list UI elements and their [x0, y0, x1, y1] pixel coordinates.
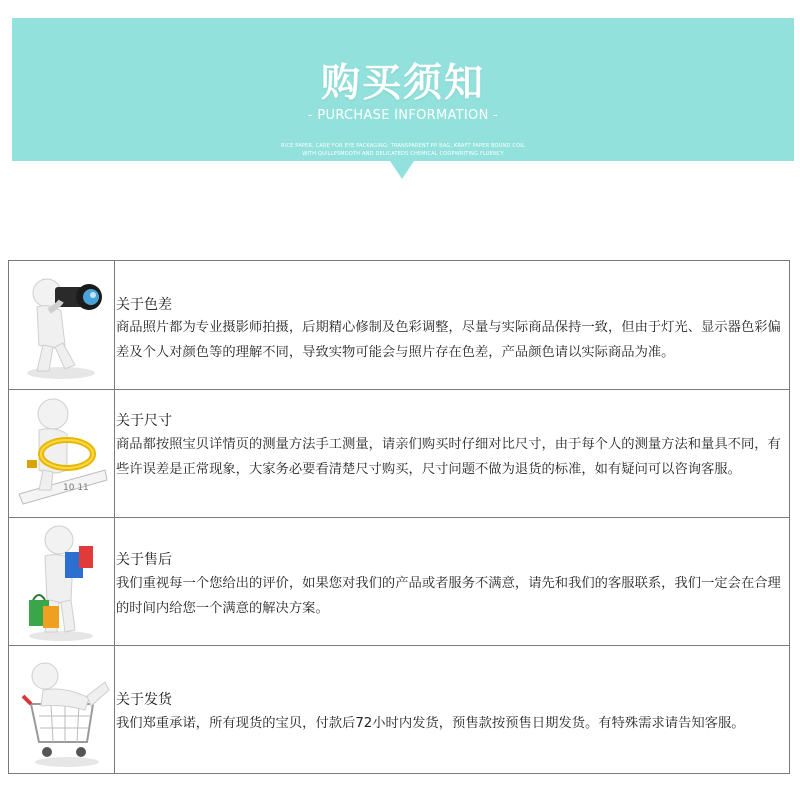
info-table: [8, 260, 790, 774]
info-row-color: [9, 261, 789, 390]
info-row-shipping: [9, 646, 789, 773]
info-row-after-sales: [9, 518, 789, 646]
banner-fine-print-2: WITH QUILLPSMOOTH AND DELICATEDS CHEMICAL COOPWRITING FLUENCY: [302, 151, 504, 157]
camera-figure-icon: [9, 261, 113, 388]
row-title: 关于发货: [116, 692, 172, 708]
tape-measure-figure-icon: [9, 390, 113, 516]
svg-text:10 11: 10 11: [63, 483, 89, 493]
banner-subtitle: - PURCHASE INFORMATION -: [307, 108, 499, 123]
banner-pointer-arrow: [390, 161, 414, 179]
row-title: 关于色差: [116, 297, 172, 313]
row-body: 我们重视每一个您给出的评价，如果您对我们的产品或者服务不满意，请先和我们的客服联系，我们一定会在合理的时间内给您一个满意的解决方案。: [116, 576, 781, 616]
row-title: 关于售后: [116, 552, 172, 568]
info-row-size: [9, 390, 789, 518]
banner-title: 购买须知: [320, 61, 485, 106]
shopping-bags-figure-icon: [9, 518, 113, 644]
row-title: 关于尺寸: [116, 413, 172, 429]
shopping-cart-figure-icon: [9, 646, 113, 771]
row-body: 商品都按照宝贝详情页的测量方法手工测量，请亲们购买时仔细对比尺寸，由于每个人的测量方法和量具不同，有些许误差是正常现象，大家务必要看清楚尺寸购买，尺寸问题不做为退货的标准，如有疑问可以咨询客服。: [116, 437, 781, 477]
row-body: 商品照片都为专业摄影师拍摄，后期精心修制及色彩调整，尽量与实际商品保持一致，但由于灯光、显示器色彩偏差及个人对颜色等的理解不同，导致实物可能会与照片存在色差，产品颜色请以实际商品为准。: [116, 320, 781, 360]
row-body: 我们郑重承诺，所有现货的宝贝，付款后72小时内发货，预售款按预售日期发货。有特殊需求请告知客服。: [116, 716, 745, 731]
header-banner: [12, 18, 794, 161]
banner-fine-print-1: RICE PAPER, CARE FOR EYE PACKAGING: TRANSPARENT PP BAG, KRAFT PAPER BOUND COIL: [281, 143, 525, 149]
